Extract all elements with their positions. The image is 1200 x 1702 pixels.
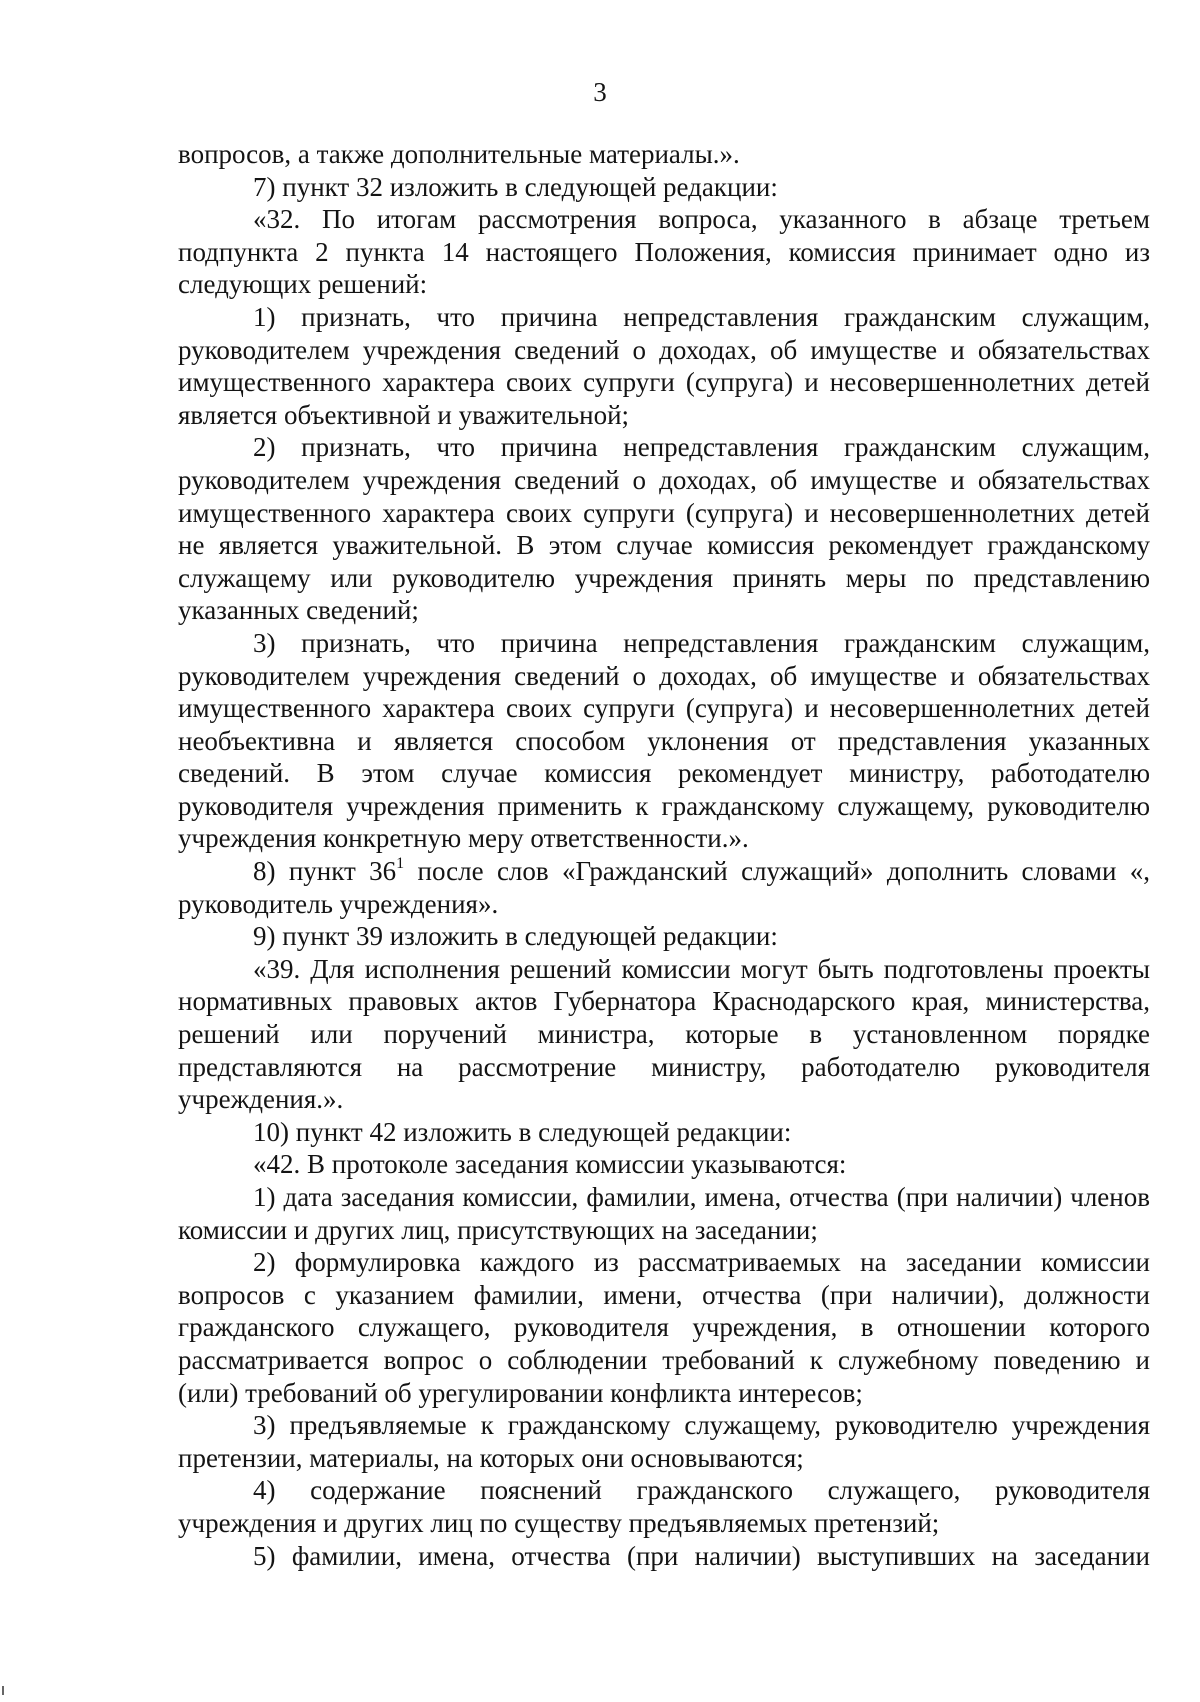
item-8-text-start: 8) пункт 36 [253,856,397,887]
document-body [178,138,1150,1572]
paragraph-item-8 [178,855,1150,920]
paragraph-clause-32-item-2: 2) признать, что причина непредставления гражданским служащим, руководителем учреждения сведений о доходах, об имуществе и обязательствах имущественного характера своих супруги (супруга) и несовершеннолетних детей не является уважительной. В этом случае комиссия рекомендует гражданскому служащему или руководителю учреждения принять меры по представлению указанных сведений; [178,432,1150,626]
item-8-superscript: 1 [396,855,405,873]
paragraph-clause-32-item-3: 3) признать, что причина непредставления гражданским служащим, руководителем учреждения сведений о доходах, об имуществе и обязательствах имущественного характера своих супруги (супруга) и несовершеннолетних детей необъективна и является способом уклонения от представления указанных сведений. В этом случае комиссия рекомендует министру, работодателю руководителя учреждения применить к гражданскому служащему, руководителю учреждения конкретную меру ответственности.». [178,627,1150,854]
paragraph-item-9: 9) пункт 39 изложить в следующей редакции: [253,921,778,952]
paragraph-clause-32-item-1: 1) признать, что причина непредставления гражданским служащим, руководителем учреждения сведений о доходах, об имуществе и обязательствах имущественного характера своих супруги (супруга) и несовершеннолетних детей является объективной и уважительной; [178,301,1150,430]
paragraph-clause-32: «32. По итогам рассмотрения вопроса, указанного в абзаце третьем подпункта 2 пункта 14 настоящего Положения, комиссия принимает одно из следующих решений: [178,204,1150,300]
paragraph-clause-39: «39. Для исполнения решений комиссии могут быть подготовлены проекты нормативных правовых актов Губернатора Краснодарского края, министерства, решений или поручений министра, которые в установленном порядке представляются на рассмотрение министру, работодателю руководителя учреждения.». [178,953,1150,1115]
paragraph-item-7: 7) пункт 32 изложить в следующей редакции: [253,171,778,202]
page-number: 3 [593,77,607,107]
paragraph-clause-42-item-2: 2) формулировка каждого из рассматриваемых на заседании комиссии вопросов с указанием фамилии, имени, отчества (при наличии), должности гражданского служащего, руководителя учреждения, в отношении которого рассматривается вопрос о соблюдении требований к служебному поведению и (или) требований об урегулировании конфликта интересов; [178,1247,1150,1408]
paragraph-clause-42-item-5: 5) фамилии, имена, отчества (при наличии) выступивших на заседании [253,1540,1150,1571]
paragraph-item-10: 10) пункт 42 изложить в следующей редакции: [253,1116,792,1147]
paragraph-clause-42-item-4: 4) содержание пояснений гражданского служащего, руководителя учреждения и других лиц по существу предъявляемых претензий; [178,1475,1150,1538]
paragraph-clause-42: «42. В протоколе заседания комиссии указываются: [253,1149,847,1180]
paragraph-continuation: вопросов, а также дополнительные материалы.». [178,139,740,169]
paragraph-clause-42-item-1: 1) дата заседания комиссии, фамилии, имена, отчества (при наличии) членов комиссии и других лиц, присутствующих на заседании; [178,1182,1150,1245]
scan-edge-mark [2,1686,4,1695]
item-8-text-end: после слов «Гражданский служащий» дополнить словами «, руководитель учреждения». [178,856,1151,919]
paragraph-clause-42-item-3: 3) предъявляемые к гражданскому служащему, руководителю учреждения претензии, материалы, на которых они основываются; [178,1410,1150,1473]
